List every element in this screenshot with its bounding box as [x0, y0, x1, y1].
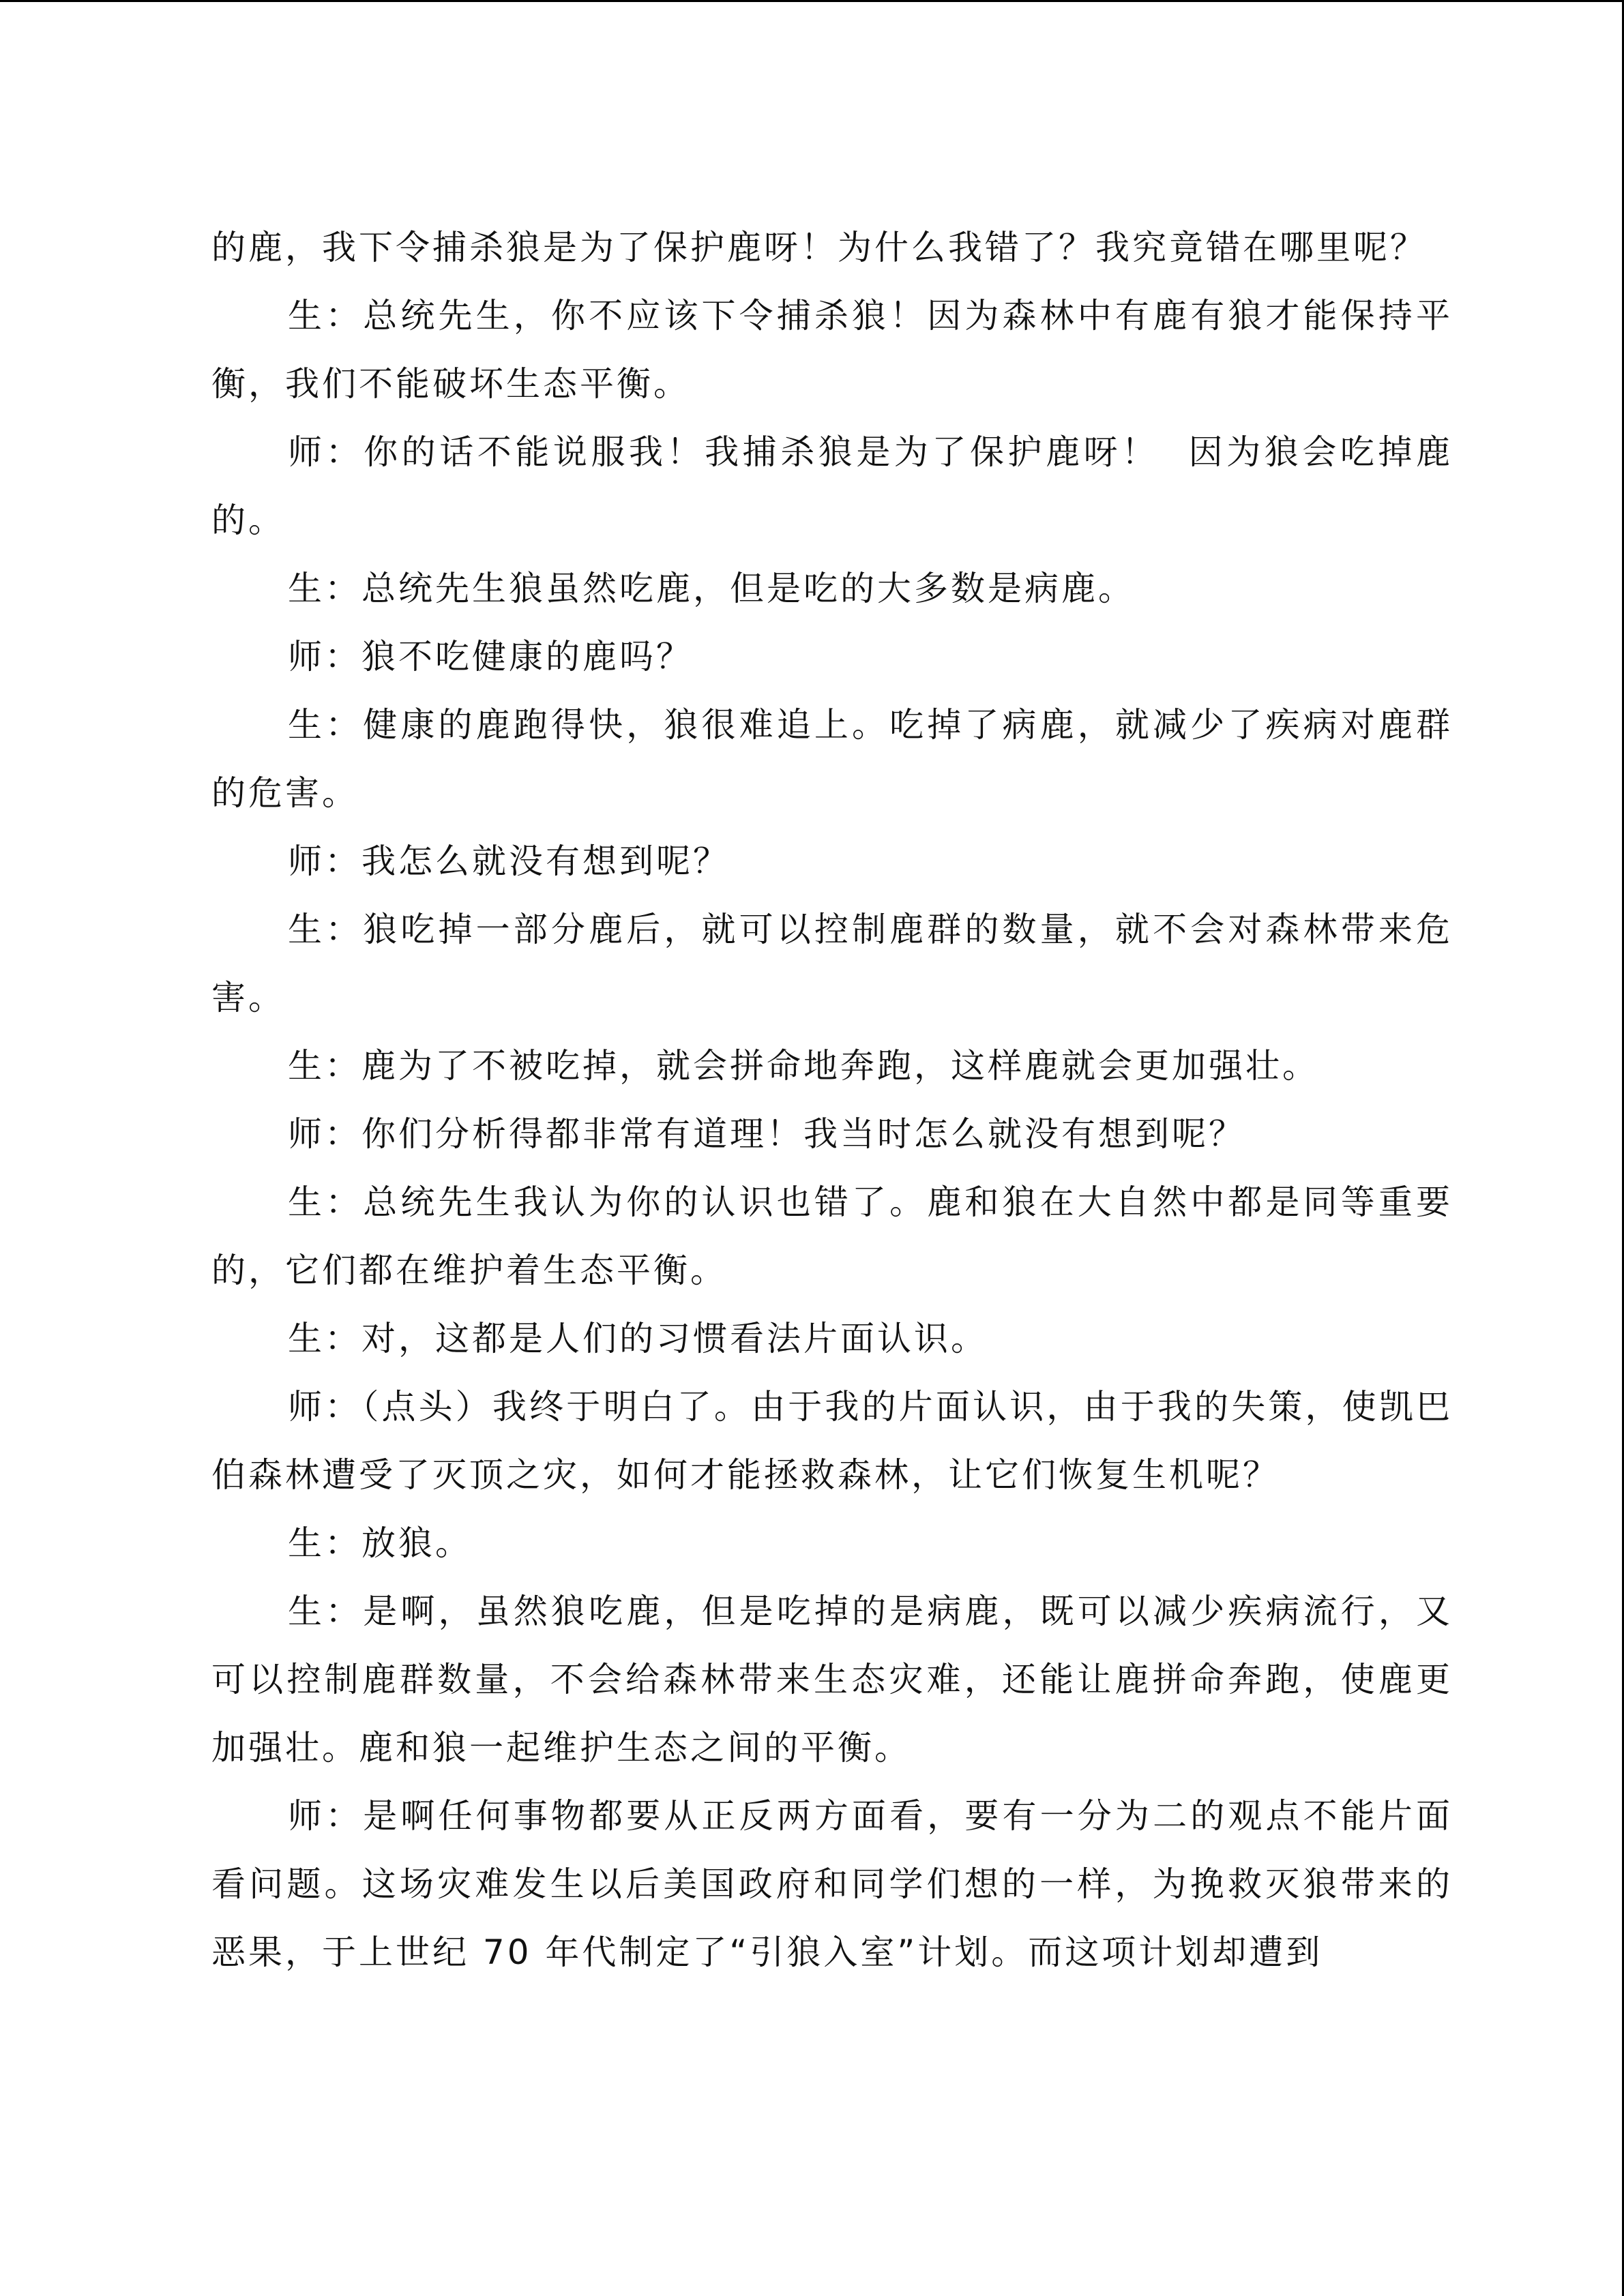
paragraph-14: 生：放狼。: [288, 1523, 472, 1563]
paragraph-10: 师：你们分析得都非常有道理！我当时怎么就没有想到呢？: [288, 1114, 1245, 1154]
document-body: [211, 213, 1453, 1986]
paragraph-11: 生：总统先生我认为你的认识也错了。鹿和狼在大自然中都是同等重要的，它们都在维护着生态平衡。: [211, 1182, 1453, 1290]
paragraph-6: 生：健康的鹿跑得快，狼很难追上。吃掉了病鹿，就减少了疾病对鹿群的危害。: [211, 705, 1453, 813]
paragraph-4: 生：总统先生狼虽然吃鹿，但是吃的大多数是病鹿。: [288, 569, 1135, 608]
paragraph-5: 师：狼不吃健康的鹿吗？: [288, 637, 693, 676]
paragraph-8: 生：狼吃掉一部分鹿后，就可以控制鹿群的数量，就不会对森林带来危害。: [211, 910, 1453, 1017]
paragraph-9: 生：鹿为了不被吃掉，就会拼命地奔跑，这样鹿就会更加强壮。: [288, 1046, 1319, 1086]
paragraph-1: 的鹿，我下令捕杀狼是为了保护鹿呀！为什么我错了？我究竟错在哪里呢？: [211, 228, 1427, 267]
paragraph-12: 生：对，这都是人们的习惯看法片面认识。: [288, 1319, 988, 1358]
paragraph-2: 生：总统先生，你不应该下令捕杀狼！因为森林中有鹿有狼才能保持平衡，我们不能破坏生态平衡。: [211, 296, 1453, 404]
paragraph-16: 师：是啊任何事物都要从正反两方面看，要有一分为二的观点不能片面看问题。这场灾难发生以后美国政府和同学们想的一样，为挽救灭狼带来的恶果，于上世纪 70 年代制定了“引狼入室”计划。而这项计划却遭到: [211, 1796, 1453, 1972]
paragraph-7: 师：我怎么就没有想到呢？: [288, 841, 730, 881]
paragraph-3: 师：你的话不能说服我！我捕杀狼是为了保护鹿呀！ 因为狼会吃掉鹿的。: [211, 432, 1453, 540]
paragraph-15: 生：是啊，虽然狼吃鹿，但是吃掉的是病鹿，既可以减少疾病流行，又可以控制鹿群数量，不会给森林带来生态灾难，还能让鹿拼命奔跑，使鹿更加强壮。鹿和狼一起维护生态之间的平衡。: [211, 1592, 1453, 1768]
paragraph-13: 师：（点头）我终于明白了。由于我的片面认识，由于我的失策，使凯巴伯森林遭受了灭顶之灾，如何才能拯救森林，让它们恢复生机呢？: [211, 1387, 1453, 1495]
